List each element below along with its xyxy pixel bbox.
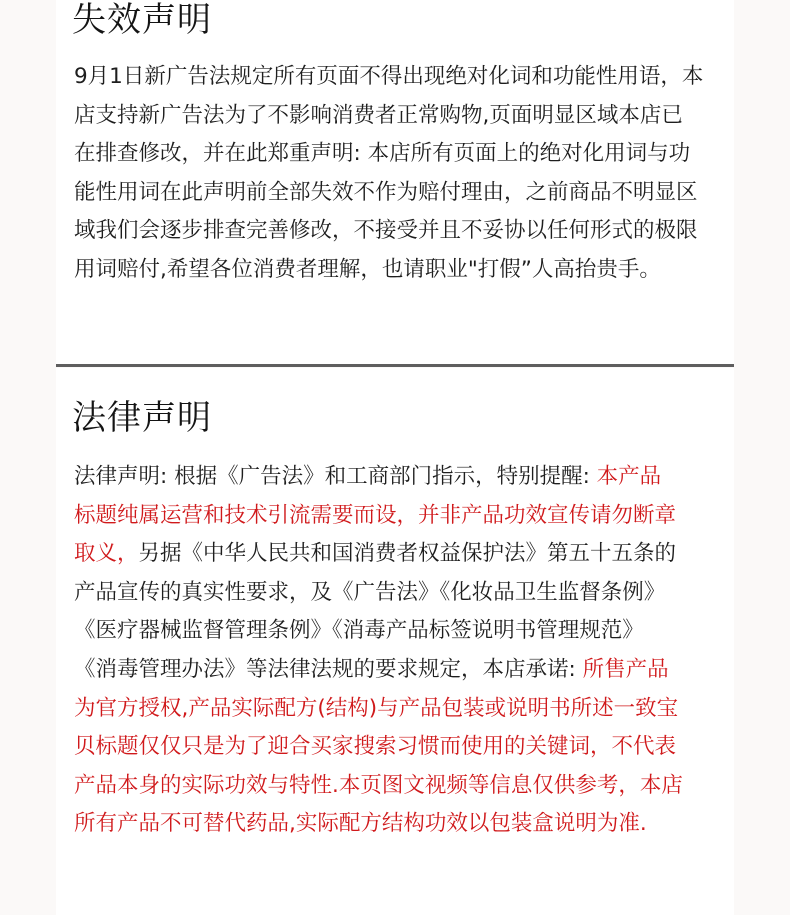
statement-line: 用词赔付,希望各位消费者理解，也请职业"打假”人高抬贵手。: [74, 256, 661, 282]
legal-line: 《医疗器械监督管理条例》《消毒产品标签说明书管理规范》: [74, 618, 644, 644]
legal-line: 贝标题仅仅只是为了迎合买家搜索习惯而使用的关键词，不代表: [74, 734, 677, 760]
invalidation-statement-title: 失效声明: [72, 0, 212, 40]
section-divider: [56, 364, 734, 367]
statement-line: 域我们会逐步排查完善修改，不接受并且不妥协以任何形式的极限: [74, 218, 698, 244]
statement-line: 店支持新广告法为了不影响消费者正常购物,页面明显区域本店已: [74, 102, 683, 128]
legal-line: 所有产品不可替代药品,实际配方结构功效以包装盒说明为准.: [74, 811, 647, 837]
legal-statement-text: [74, 458, 726, 844]
legal-line: 法律声明: 根据《广告法》和工商部门指示，特别提醒: 本产品: [74, 464, 662, 489]
legal-line: 产品宣传的真实性要求，及《广告法》《化妆品卫生监督条例》: [74, 579, 666, 605]
legal-line: 取义，另据《中华人民共和国消费者权益保护法》第五十五条的: [74, 541, 677, 567]
statement-line: 在排查修改，并在此郑重声明: 本店所有页面上的绝对化用词与功: [74, 141, 691, 167]
legal-line: 产品本身的实际功效与特性.本页图文视频等信息仅供参考，本店: [74, 772, 683, 798]
statement-line: 能性用词在此声明前全部失效不作为赔付理由，之前商品不明显区: [74, 179, 698, 205]
invalidation-statement-text: [74, 58, 726, 290]
legal-line: 标题纯属运营和技术引流需要而设，并非产品功效宣传请勿断章: [74, 502, 677, 528]
legal-line: 《消毒管理办法》等法律法规的要求规定，本店承诺: 所售产品: [74, 656, 669, 682]
legal-line: 为官方授权,产品实际配方(结构)与产品包装或说明书所述一致宝: [74, 695, 679, 721]
legal-statement-title: 法律声明: [72, 398, 212, 438]
statement-line: 9月1日新广告法规定所有页面不得出现绝对化词和功能性用语，本: [74, 64, 704, 89]
